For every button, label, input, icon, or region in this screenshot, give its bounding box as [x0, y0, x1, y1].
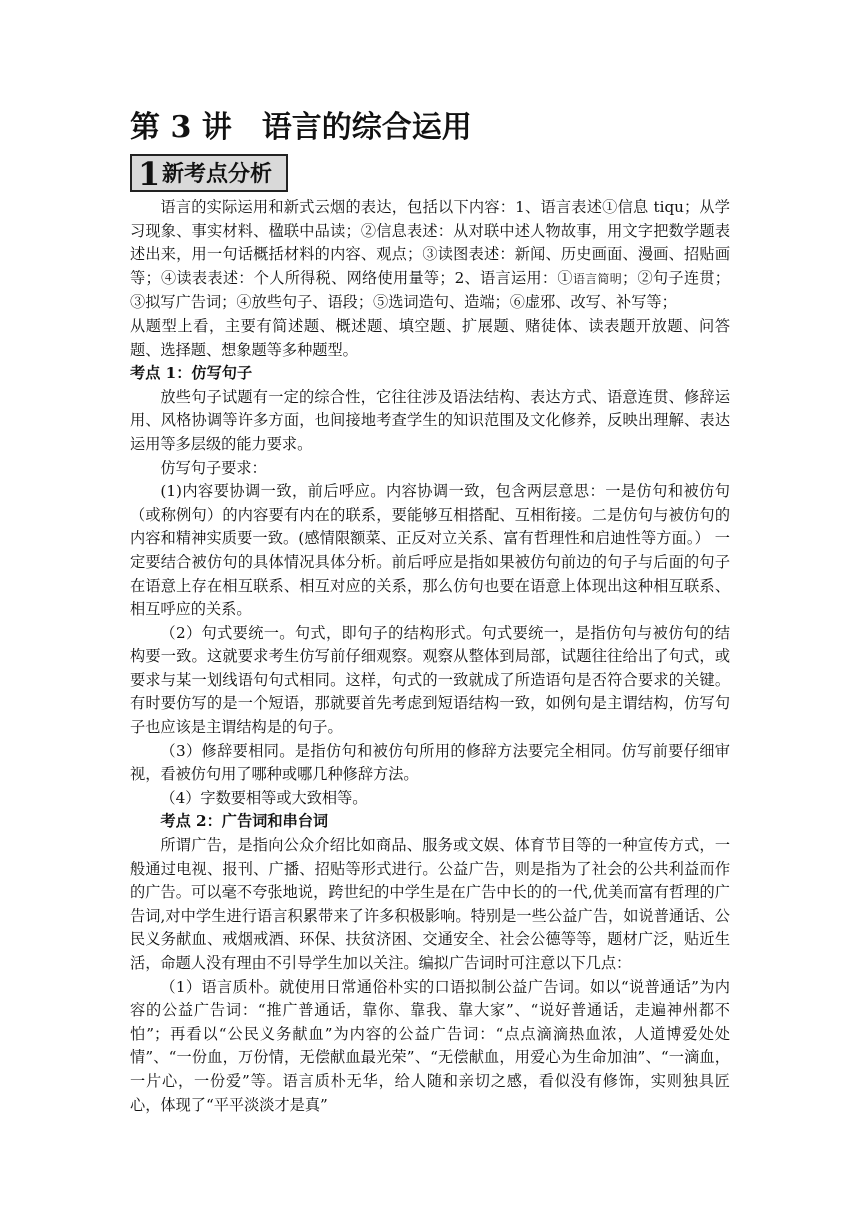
paragraph: 仿写句子要求： — [160, 458, 267, 477]
paragraph: （2）句式要统一。句式，即句子的结构形式。句式要统一，是指仿句与被仿句的结构要一致。这就要求考生仿写前仔细观察。观察从整体到局部，试题往往给出了句式，或要求与某一划线语句句式相同。这样，句式的一致就成了所造语句是否符合要求的关键。有时要仿写的是一个短语，那就要首先考虑到短语结构一致，如例句是主谓结构，仿写句子也应该是主谓结构是的句子。 — [130, 623, 730, 737]
topic-heading: 考点 2：广告词和串台词 — [160, 812, 329, 831]
section-number: 1 — [138, 155, 161, 193]
paragraph-text: ；②句子连贯；③拟写广告词；④放些句子、语段；⑤选词造句、造端；⑥虚邪、改写、补写等； — [130, 268, 730, 312]
paragraph: 所谓广告，是指向公众介绍比如商品、服务或文娱、体育节目等的一种宣传方式，一般通过电视、报刊、广播、招贴等形式进行。公益广告，则是指为了社会的公共利益而作的广告。可以毫不夸张地说，跨世纪的中学生是在广告中长的的一代,优美而富有哲理的广告词,对中学生进行语言积累带来了许多积极影响。特别是一些公益广告，如说普通话、公民义务献血、戒烟戒酒、环保、扶贫济困、交通安全、社会公德等等，题材广泛，贴近生活，命题人没有理由不引导学生加以关注。编拟广告词时可注意以下几点： — [130, 836, 730, 972]
paragraph: (1)内容要协调一致，前后呼应。内容协调一致，包含两层意思：一是仿句和被仿句（或称例句）的内容要有内在的联系，要能够互相搭配、互相衔接。二是仿句与被仿句的内容和精神实质要一致。(感情限额菜、正反对立关系、富有哲理性和启迪性等方面。） 一定要结合被仿句的具体情况具体分析。前后呼应是指如果被仿句前边的句子与后面的句子在语意上存在相互联系、相互对应的关系，那么仿句也要在语意上体现出这种相互联系、相互呼应的关系。 — [130, 482, 730, 619]
paragraph: （3）修辞要相同。是指仿句和被仿句所用的修辞方法要完全相同。仿写前要仔细审视，看被仿句用了哪种或哪几种修辞方法。 — [130, 741, 730, 784]
section-label: 新考点分析 — [162, 162, 273, 187]
paragraph-small-text: 语言简明 — [572, 271, 622, 286]
paragraph: 放些句子试题有一定的综合性，它往往涉及语法结构、表达方式、语意连贯、修辞运用、风格协调等许多方面，也间接地考查学生的知识范围及文化修养，反映出理解、表达运用等多层级的能力要求。 — [130, 387, 730, 453]
topic-heading: 考点 1：仿写句子 — [130, 364, 253, 383]
paragraph: （1）语言质朴。就使用日常通俗朴实的口语拟制公益广告词。如以“说普通话”为内容的公益广告词：“推广普通话，靠你、靠我、靠大家”、“说好普通话，走遍神州都不怕”；再看以“公民义务献血”为内容的公益广告词：“点点滴滴热血浓，人道博爱处处情”、“一份血，万份情，无偿献血最光荣”、“无偿献血，用爱心为生命加油”、“一滴血，一片心，一份爱”等。语言质朴无华，给人随和亲切之感，看似没有修饰，实则独具匠心，体现了“平平淡淡才是真” — [130, 977, 730, 1114]
document-body — [130, 196, 730, 1117]
paragraph-text: 语言的实际运用和新式云烟的表达，包括以下内容：1、语言表述①信息 tiqu；从学习现象、事实材料、楹联中品读；②信息表述：从对联中述人物故事，用文字把数学题表述出来，用一句话概括材料的内容、观点；③读图表述：新闻、历史画面、漫画、招贴画等；④读表表述：个人所得税、网络使用量等；2、语言运用：① — [130, 198, 730, 287]
page-title: 第 3 讲 语言的综合运用 — [130, 110, 472, 145]
section-heading — [130, 154, 288, 192]
paragraph: 从题型上看，主要有简述题、概述题、填空题、扩展题、赌徒体、读表题开放题、问答题、选择题、想象题等多种题型。 — [130, 316, 730, 359]
paragraph — [130, 196, 730, 315]
paragraph: （4）字数要相等或大致相等。 — [160, 788, 368, 807]
